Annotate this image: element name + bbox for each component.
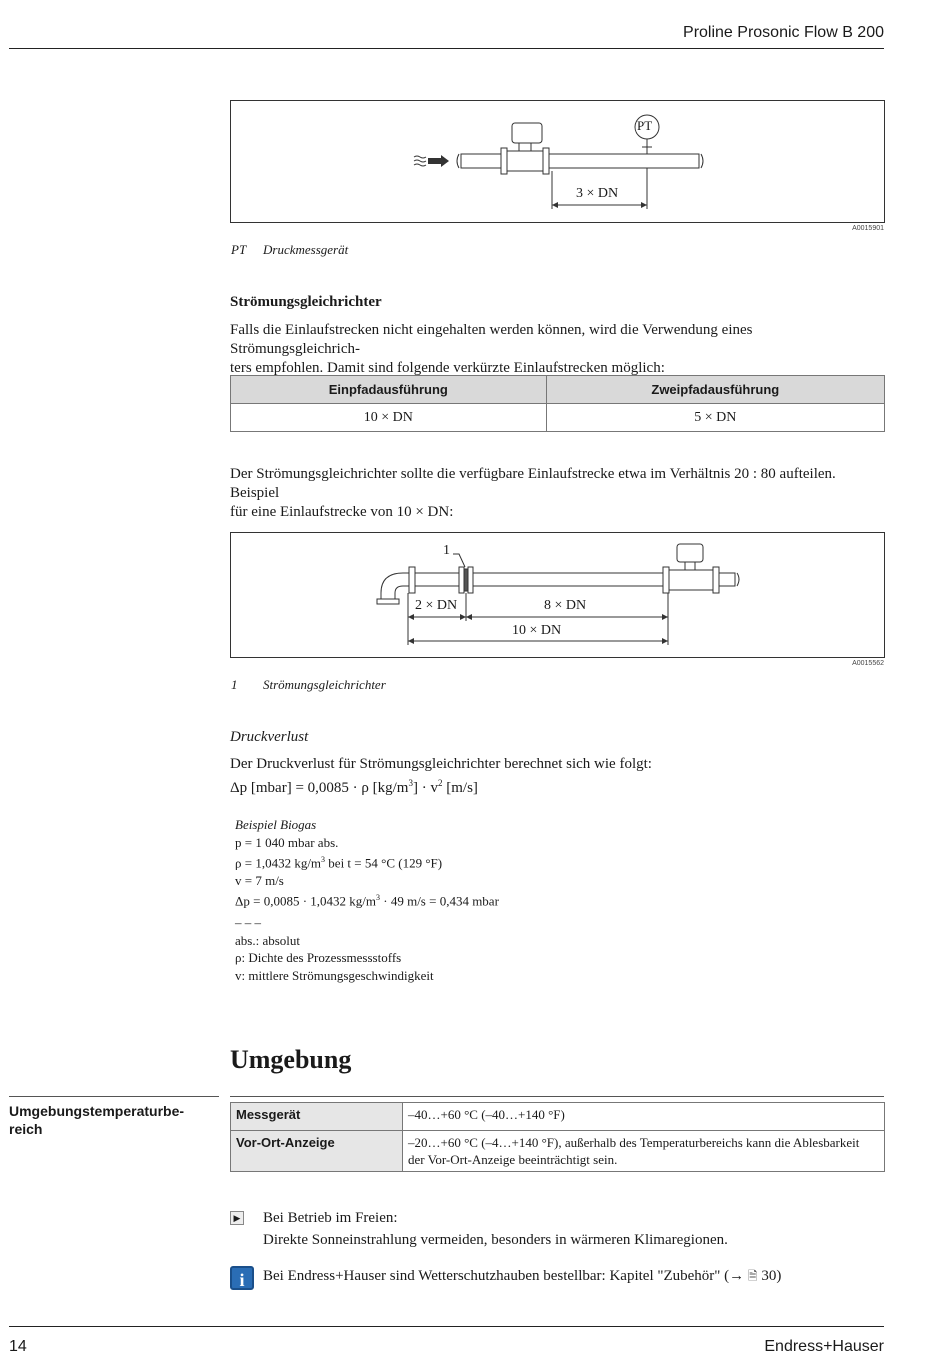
info-icon: i bbox=[230, 1266, 254, 1290]
pt-label: PT bbox=[637, 118, 653, 133]
pipe-diagram-1 bbox=[231, 101, 884, 222]
info-note: Bei Endress+Hauser sind Wetterschutzhauben bestellbar: Kapitel "Zubehör" (→ 🗎 30) bbox=[263, 1268, 782, 1284]
figure1-legend bbox=[231, 242, 348, 258]
figure-pressure-gauge-diagram bbox=[230, 100, 885, 223]
pressure-loss-heading: Druckverlust bbox=[230, 729, 309, 745]
dimension-label-8dn: 8 × DN bbox=[544, 598, 587, 613]
figure-flow-conditioner-diagram bbox=[230, 532, 885, 658]
biogas-example: Beispiel Biogas p = 1 040 mbar abs. ρ = 1,0432 $kg/m^3$ bei t = 54 °C (129 °F) v = 7 m/s Δp = 0,0085 · 1,0432 $kg/m^3 \cdot 49$ m/s = 0,434 mbar – – – abs.: absolut ρ: Dichte des Prozessmessstoffs v: mittlere Strömungsgeschwindigkeit bbox=[235, 817, 499, 983]
page-ref-icon: 🗎 bbox=[747, 1269, 758, 1283]
dimension-label-3dn: 3 × DN bbox=[576, 186, 619, 201]
footer-rule bbox=[9, 1326, 884, 1327]
table-cell-dual-path: 5 × DN bbox=[546, 404, 884, 432]
section-rule bbox=[230, 1096, 884, 1097]
instruction-arrow-icon: ▶ bbox=[230, 1211, 244, 1225]
table-header-single-path: Einpfadausführung bbox=[231, 376, 547, 404]
figure2-legend bbox=[231, 677, 386, 693]
ambient-temperature-table bbox=[230, 1102, 885, 1172]
flow-conditioner-paragraph-2: Der Strömungsgleichrichter sollte die verfügbare Einlaufstrecke etwa im Verhältnis 20 : 80 aufteilen. Beispiel für eine Einlaufstrecke von 10 × DN: bbox=[230, 466, 836, 520]
example-title: Beispiel Biogas bbox=[235, 817, 317, 832]
env-value-device: –40…+60 °C (–40…+140 °F) bbox=[403, 1103, 885, 1131]
flow-conditioner-paragraph-1: Falls die Einlaufstrecken nicht eingehalten werden können, wird die Verwendung eines Strömungsgleichrich- ters empfohlen. Damit sind folgende verkürzte Einlaufstrecken möglich: bbox=[230, 322, 753, 376]
env-key-display: Vor-Ort-Anzeige bbox=[231, 1131, 403, 1172]
footer-brand: Endress+Hauser bbox=[764, 1338, 884, 1355]
callout-label-1: 1 bbox=[443, 543, 450, 558]
section-heading-flow-conditioner: Strömungsgleichrichter bbox=[230, 294, 382, 310]
table-header-dual-path: Zweipfadausführung bbox=[546, 376, 884, 404]
env-value-display: –20…+60 °C (–4…+140 °F), außerhalb des Temperaturbereichs kann die Ablesbarkeit der Vor-Ort-Anzeige beeinträchtigt sein. bbox=[403, 1131, 885, 1172]
page-ref-link[interactable]: 30) bbox=[757, 1268, 782, 1284]
legend-key: 1 bbox=[231, 677, 238, 692]
pressure-loss-formula: Δp [mbar] = 0,0085 · ρ $[kg/m^3] \cdot v^2$ [m/s] bbox=[230, 778, 478, 796]
inlet-run-table bbox=[230, 375, 885, 432]
document-header-title: Proline Prosonic Flow B 200 bbox=[683, 24, 884, 41]
legend-text: Druckmessgerät bbox=[263, 242, 349, 257]
left-column-rule bbox=[9, 1096, 219, 1097]
legend-text: Strömungsgleichrichter bbox=[263, 677, 386, 692]
header-rule bbox=[9, 48, 884, 49]
side-label-ambient-temperature: Umgebungstemperaturbe- reich bbox=[9, 1103, 185, 1137]
page-number: 14 bbox=[9, 1338, 27, 1355]
pressure-loss-text: Der Druckverlust für Strömungsgleichrichter berechnet sich wie folgt: Δp [mbar] = 0,0085 · ρ $[kg/m^3] \cdot v^2$ [m/s] bbox=[230, 756, 652, 796]
dimension-label-10dn: 10 × DN bbox=[512, 623, 562, 638]
section-title-environment: Umgebung bbox=[230, 1045, 352, 1074]
figure1-code: A0015901 bbox=[852, 225, 884, 232]
dimension-label-2dn: 2 × DN bbox=[415, 598, 458, 613]
table-cell-single-path: 10 × DN bbox=[231, 404, 547, 432]
legend-key: PT bbox=[231, 242, 247, 257]
outdoor-instruction: Bei Betrieb im Freien: Direkte Sonneinstrahlung vermeiden, besonders in wärmeren Klimaregionen. bbox=[263, 1210, 728, 1248]
figure2-code: A0015562 bbox=[852, 660, 884, 667]
env-key-device: Messgerät bbox=[231, 1103, 403, 1131]
